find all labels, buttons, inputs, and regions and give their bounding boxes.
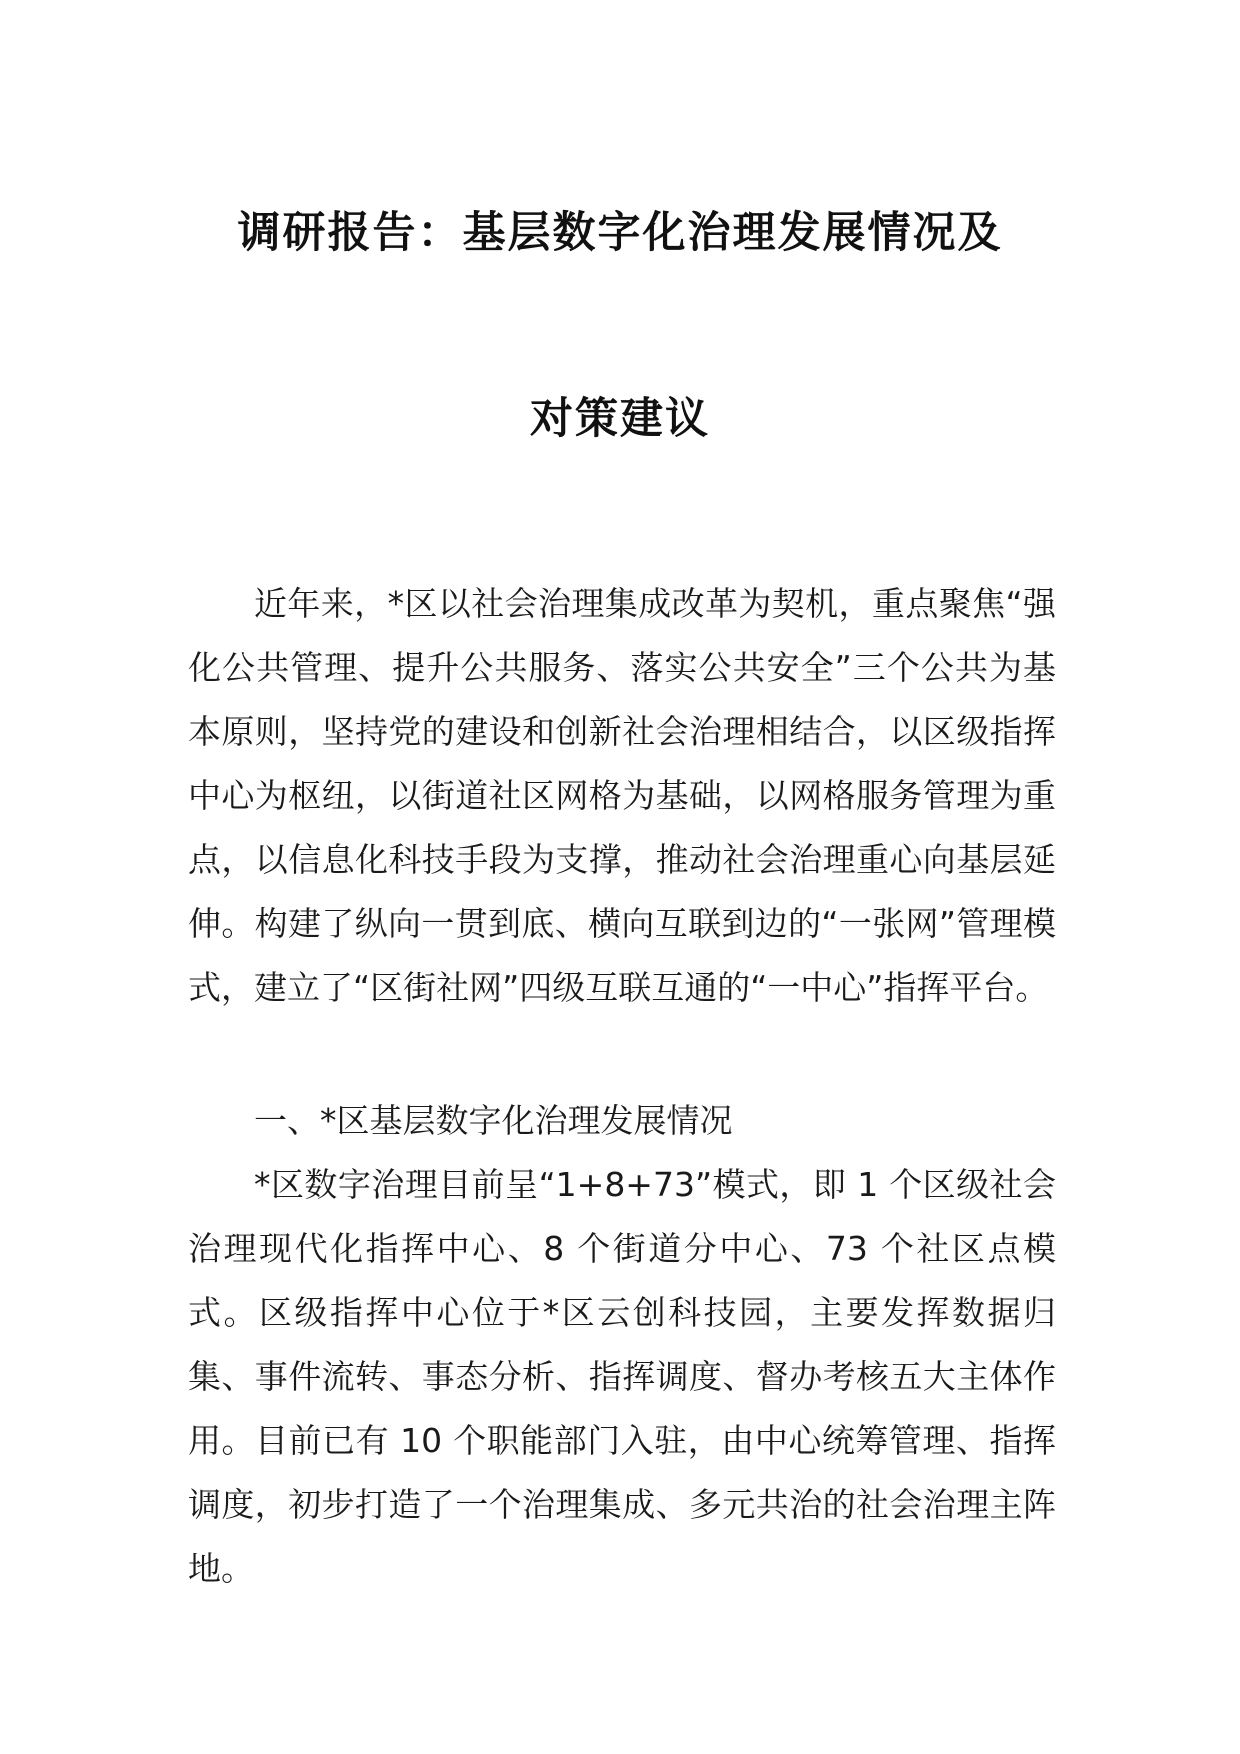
body-paragraph-development: *区数字治理目前呈“1+8+73”模式，即 1 个区级社会治理现代化指挥中心、8 个街道分中心、73 个社区点模式。区级指挥中心位于*区云创科技园，主要发挥数据归集、事件流转、事态分析、指挥调度、督办考核五大主体作用。目前已有 10 个职能部门入驻，由中心统筹管理、指挥调度，初步打造了一个治理集成、多元共治的社会治理主阵地。 bbox=[188, 1165, 1056, 1588]
body-paragraph-intro: 近年来，*区以社会治理集成改革为契机，重点聚焦“强化公共管理、提升公共服务、落实公共安全”三个公共为基本原则，坚持党的建设和创新社会治理相结合，以区级指挥中心为枢纽，以街道社区网格为基础，以网格服务管理为重点，以信息化科技手段为支撑，推动社会治理重心向基层延伸。构建了纵向一贯到底、横向互联到边的“一张网”管理模式，建立了“区街社网”四级互联互通的“一中心”指挥平台。 bbox=[188, 584, 1056, 1007]
section-heading: 一、*区基层数字化治理发展情况 bbox=[254, 1101, 733, 1140]
document-title-line-2: 对策建议 bbox=[530, 394, 710, 444]
document-title-line-1: 调研报告：基层数字化治理发展情况及 bbox=[237, 208, 1003, 258]
